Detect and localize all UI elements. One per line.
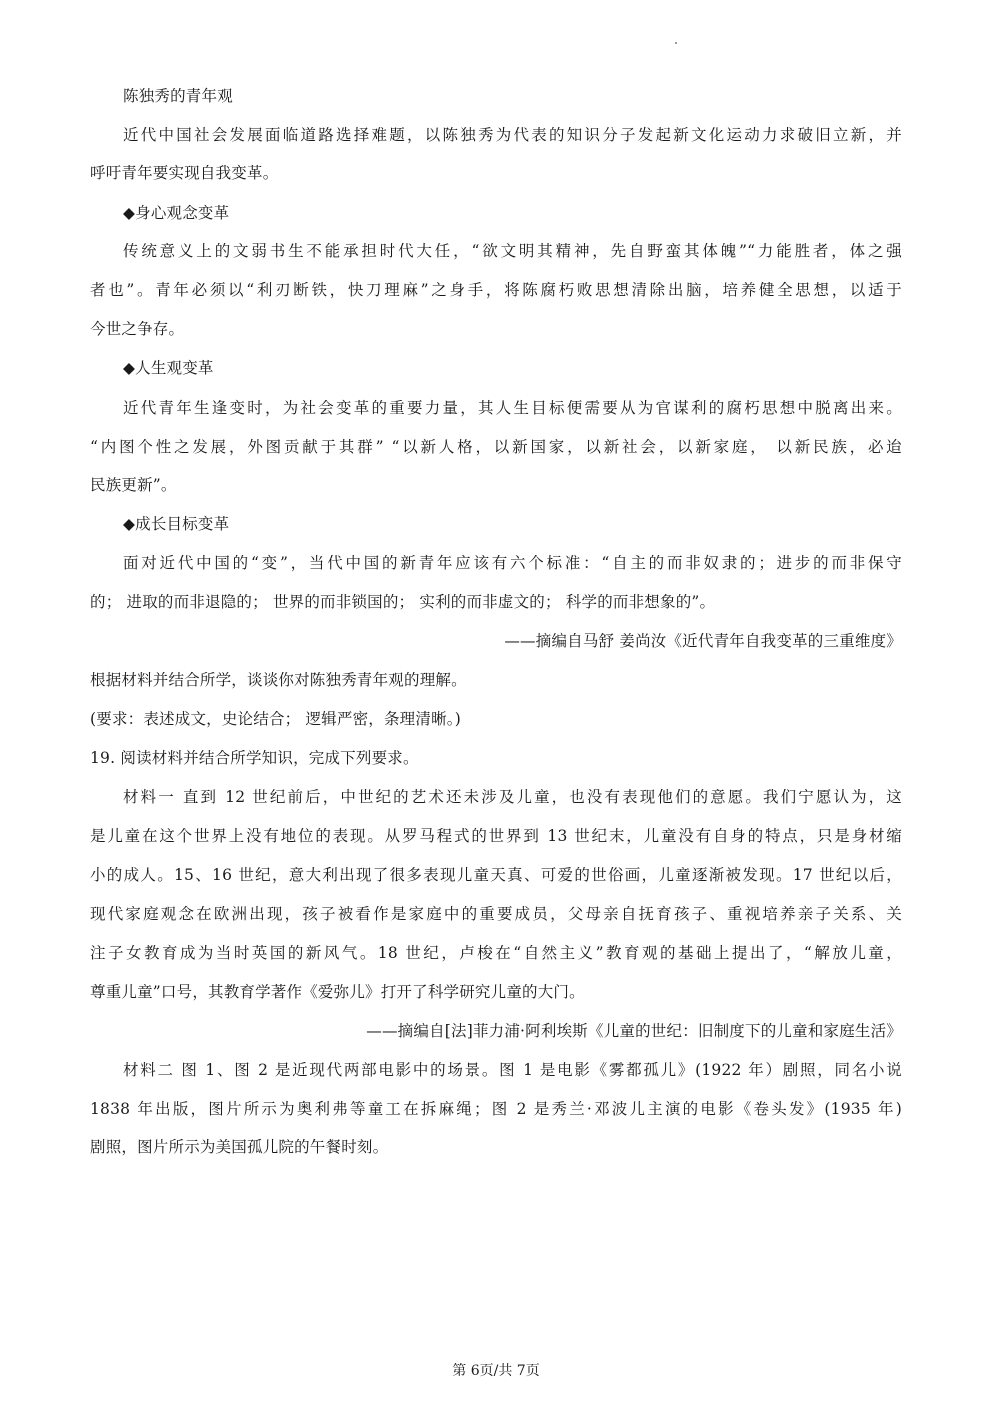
page-title: 陈独秀的青年观 — [123, 87, 233, 105]
section-heading-body-mind: ◆身心观念变革 — [123, 204, 230, 222]
material1-line-1: 材料一 直到 12 世纪前后，中世纪的艺术还未涉及儿童，也没有表现他们的意愿。我们宁愿认为，这 — [123, 788, 902, 806]
section1-line-1: 传统意义上的文弱书生不能承担时代大任，“欲文明其精神，先自野蛮其体魄”“力能胜者，体之强 — [123, 242, 902, 260]
section3-line-2: 的； 进取的而非退隐的； 世界的而非锁国的； 实利的而非虚文的； 科学的而非想象的”。 — [90, 593, 716, 611]
section2-line-3: 民族更新”。 — [90, 476, 177, 494]
section2-line-2: “内图个性之发展，外图贡献于其群” “以新人格，以新国家，以新社会，以新家庭， 以新民族，必迨 — [90, 438, 902, 456]
material1-line-4: 现代家庭观念在欧洲出现，孩子被看作是家庭中的重要成员，父母亲自抚育孩子、重视培养亲子关系、关 — [90, 905, 902, 923]
source-citation-2: ——摘编自[法]菲力浦·阿利埃斯《儿童的世纪：旧制度下的儿童和家庭生活》 — [366, 1022, 902, 1040]
section1-line-3: 今世之争存。 — [90, 320, 185, 338]
answer-requirement: (要求：表述成文，史论结合； 逻辑严密，条理清晰。) — [90, 710, 461, 728]
intro-line-1: 近代中国社会发展面临道路选择难题，以陈独秀为代表的知识分子发起新文化运动力求破旧立新，并 — [123, 126, 902, 144]
section2-line-1: 近代青年生逢变时，为社会变革的重要力量，其人生目标便需要从为官谋利的腐朽思想中脱离出来。 — [123, 399, 902, 417]
material2-line-2: 1838 年出版，图片所示为奥利弗等童工在拆麻绳；图 2 是秀兰·邓波儿主演的电影《卷头发》(1935 年) — [90, 1100, 902, 1118]
material2-line-3: 剧照，图片所示为美国孤儿院的午餐时刻。 — [90, 1138, 389, 1156]
question-prompt: 根据材料并结合所学，谈谈你对陈独秀青年观的理解。 — [90, 671, 467, 689]
section-heading-life-view: ◆人生观变革 — [123, 359, 214, 377]
page-number: 第 6页/共 7页 — [452, 1363, 540, 1379]
material2-line-1: 材料二 图 1、图 2 是近现代两部电影中的场景。图 1 是电影《雾都孤儿》(1922 年）剧照，同名小说 — [123, 1061, 902, 1079]
intro-line-2: 呼吁青年要实现自我变革。 — [90, 164, 279, 182]
material1-line-3: 小的成人。15、16 世纪，意大利出现了很多表现儿童天真、可爱的世俗画，儿童逐渐被发现。17 世纪以后， — [90, 866, 902, 884]
section3-line-1: 面对近代中国的“变”，当代中国的新青年应该有六个标准：“自主的而非奴隶的；进步的而非保守 — [123, 554, 902, 572]
section1-line-2: 者也”。青年必须以“利刃断铁，快刀理麻”之身手，将陈腐朽败思想清除出脑，培养健全思想，以适于 — [90, 281, 902, 299]
material1-line-2: 是儿童在这个世界上没有地位的表现。从罗马程式的世界到 13 世纪末，儿童没有自身的特点，只是身材缩 — [90, 827, 902, 845]
material1-line-6: 尊重儿童”口号，其教育学著作《爱弥儿》打开了科学研究儿童的大门。 — [90, 983, 585, 1001]
material1-line-5: 注子女教育成为当时英国的新风气。18 世纪，卢梭在“自然主义”教育观的基础上提出了，“解放儿童， — [90, 944, 902, 962]
document-page — [90, 0, 902, 1403]
source-citation-1: ——摘编自马舒 姜尚汝《近代青年自我变革的三重维度》 — [504, 632, 902, 650]
section-heading-growth-goal: ◆成长目标变革 — [123, 515, 230, 533]
question-19-title: 19. 阅读材料并结合所学知识，完成下列要求。 — [90, 749, 419, 767]
